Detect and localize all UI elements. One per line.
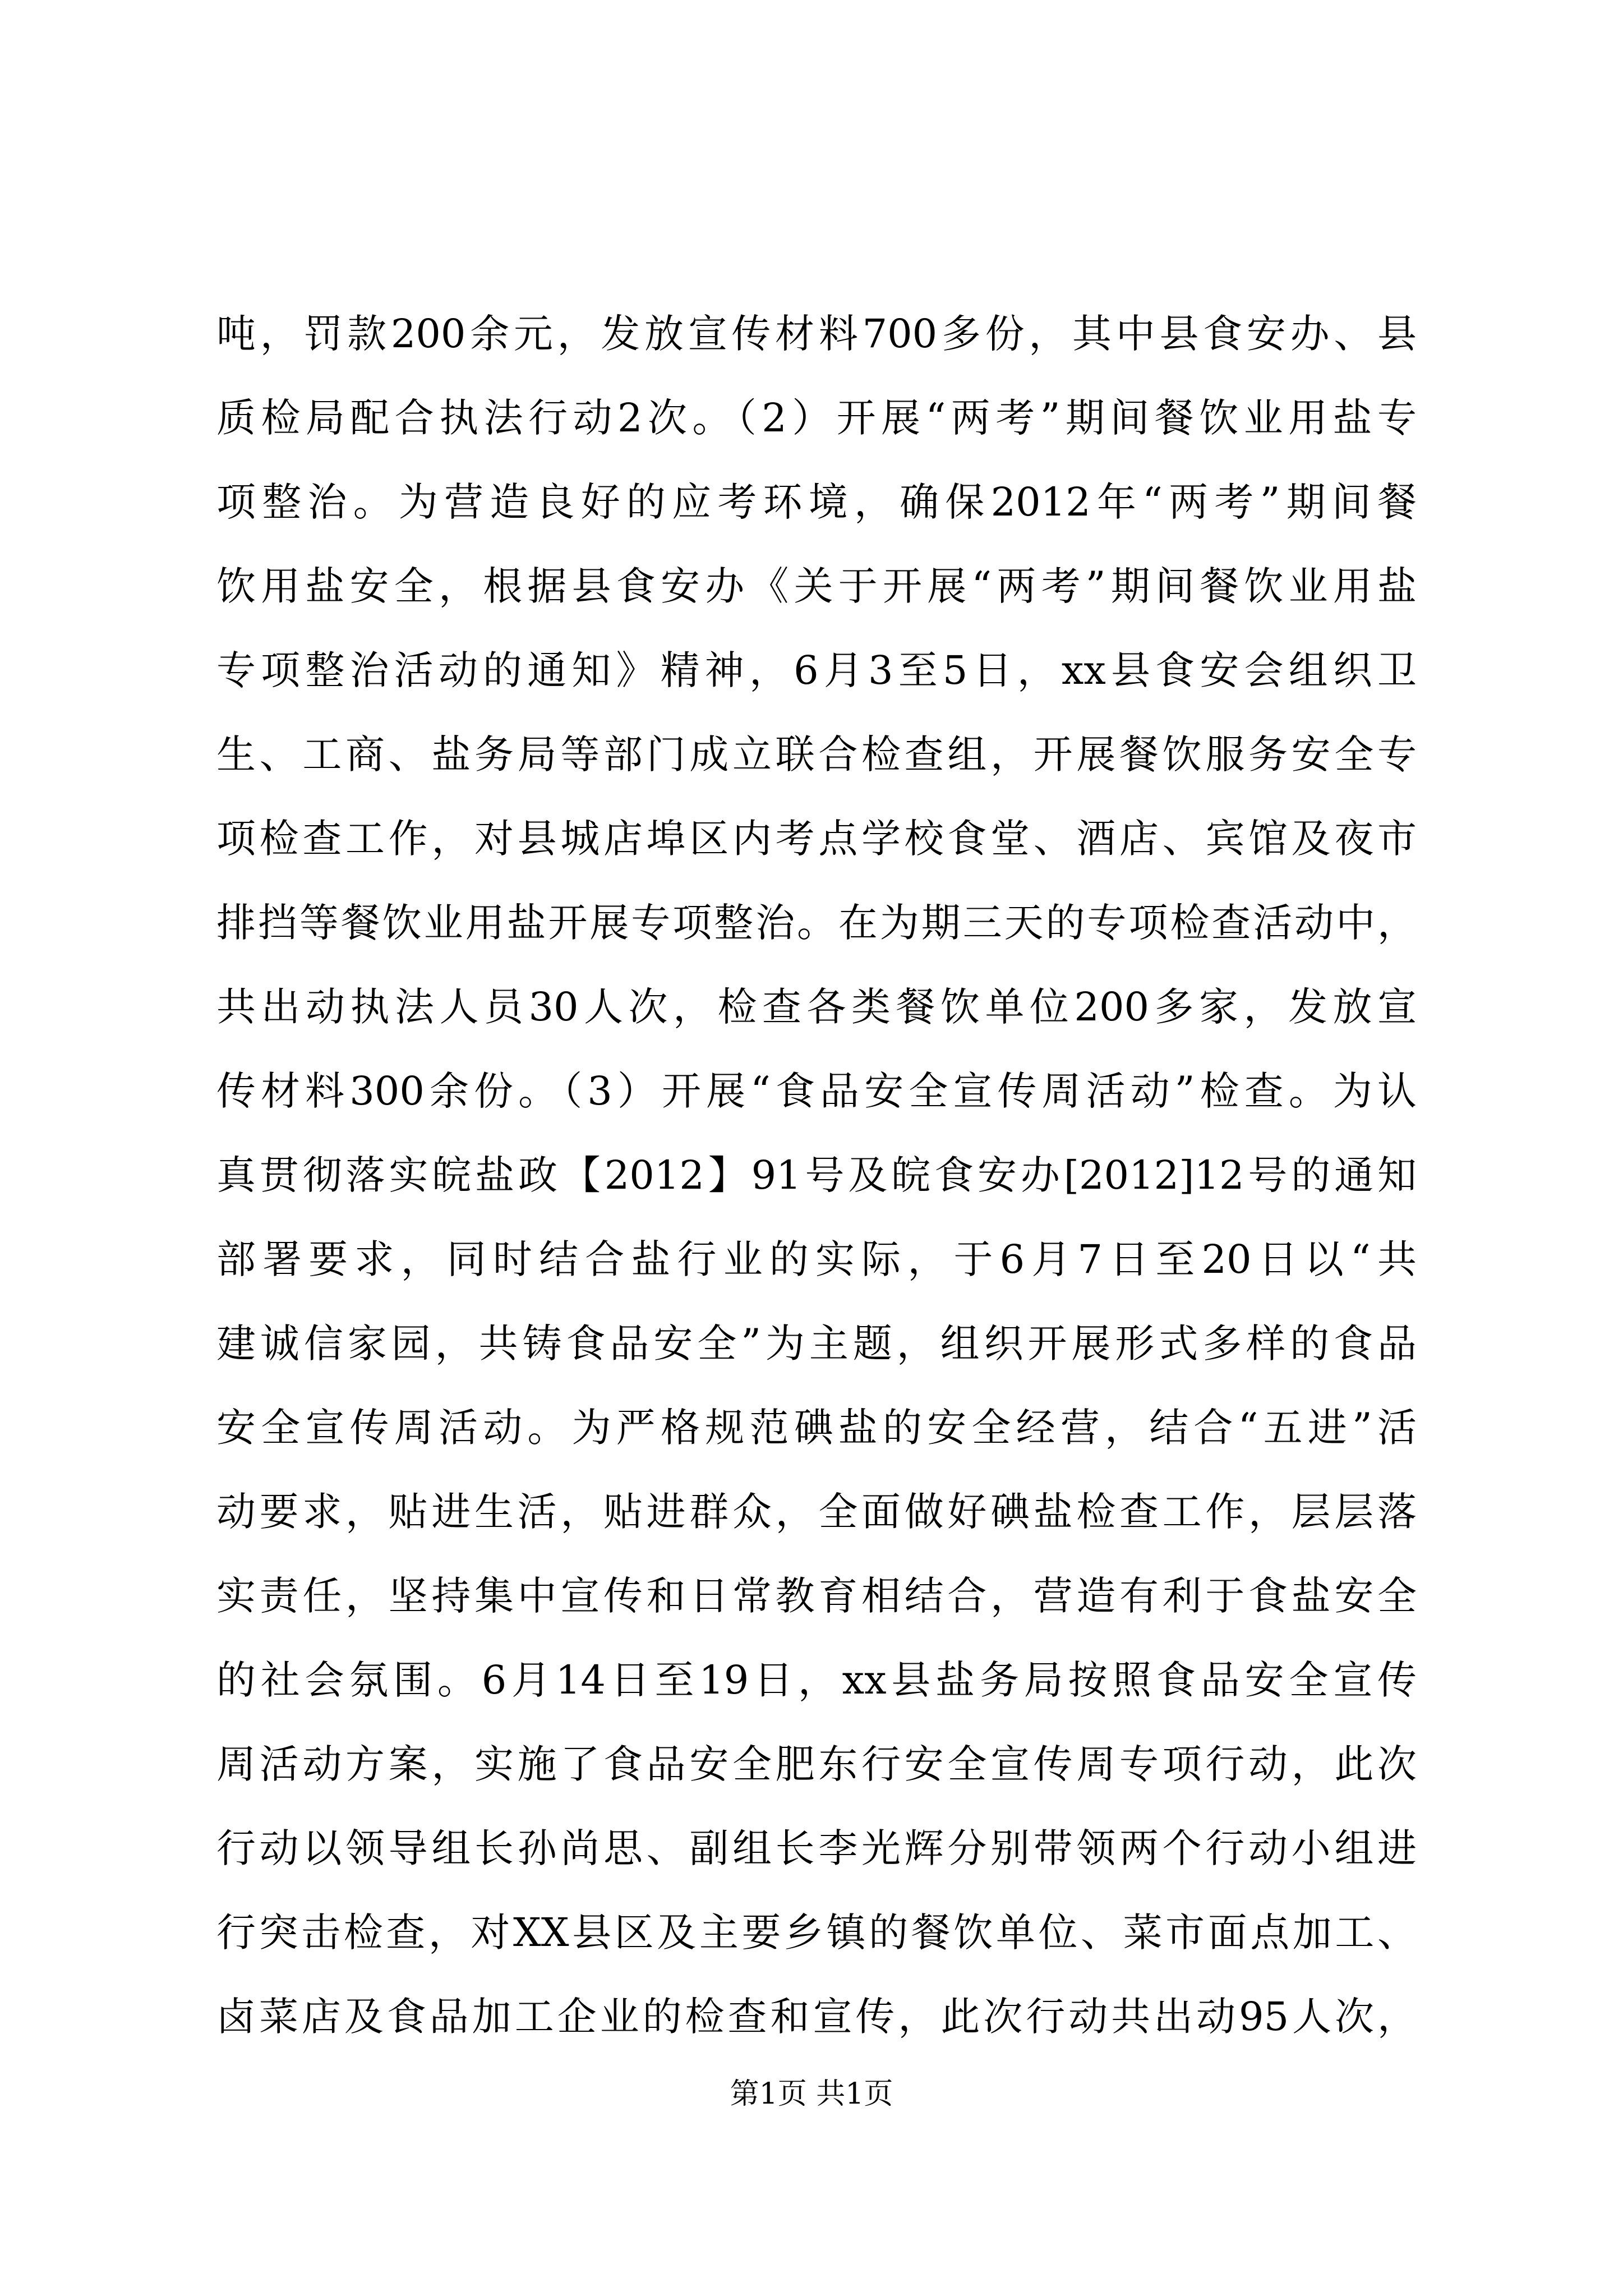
text-line: 真贯彻落实皖盐政【2012】91号及皖食安办[2012]12号的通知 [216,1152,1417,1198]
text-line: 实责任，坚持集中宣传和日常教育相结合，营造有利于食盐安全 [216,1573,1417,1619]
text-line: 排挡等餐饮业用盐开展专项整治。在为期三天的专项检查活动中， [216,900,1417,946]
page-number-label: 第1页 共1页 [730,2077,893,2111]
text-line: 共出动执法人员30人次，检查各类餐饮单位200多家，发放宣 [216,984,1417,1030]
page-footer [0,2074,1623,2114]
body-text [216,292,1417,2059]
text-line: 的社会氛围。6月14日至19日，xx县盐务局按照食品安全宣传 [216,1657,1417,1703]
text-line: 周活动方案，实施了食品安全肥东行安全宣传周专项行动，此次 [216,1741,1417,1787]
text-line: 建诚信家园，共铸食品安全”为主题，组织开展形式多样的食品 [216,1320,1417,1366]
text-line: 动要求，贴进生活，贴进群众，全面做好碘盐检查工作，层层落 [216,1489,1417,1535]
text-line: 项检查工作，对县城店埠区内考点学校食堂、酒店、宾馆及夜市 [216,816,1417,862]
text-line: 行动以领导组长孙尚思、副组长李光辉分别带领两个行动小组进 [216,1825,1417,1871]
text-line: 饮用盐安全，根据县食安办《关于开展“两考”期间餐饮业用盐 [216,563,1417,609]
text-line: 传材料300余份。（3）开展“食品安全宣传周活动”检查。为认 [216,1068,1417,1114]
text-line: 卤菜店及食品加工企业的检查和宣传，此次行动共出动95人次， [216,1994,1417,2040]
text-line: 质检局配合执法行动2次。（2）开展“两考”期间餐饮业用盐专 [216,395,1417,441]
text-line: 部署要求，同时结合盐行业的实际，于6月7日至20日以“共 [216,1236,1417,1282]
text-line: 行突击检查，对XX县区及主要乡镇的餐饮单位、菜市面点加工、 [216,1910,1417,1955]
text-line: 项整治。为营造良好的应考环境，确保2012年“两考”期间餐 [216,479,1417,525]
text-line: 吨，罚款200余元，发放宣传材料700多份，其中县食安办、县 [216,311,1417,357]
text-line: 安全宣传周活动。为严格规范碘盐的安全经营，结合“五进”活 [216,1405,1417,1451]
text-line: 生、工商、盐务局等部门成立联合检查组，开展餐饮服务安全专 [216,731,1417,777]
text-line: 专项整治活动的通知》精神，6月3至5日，xx县食安会组织卫 [216,647,1417,693]
